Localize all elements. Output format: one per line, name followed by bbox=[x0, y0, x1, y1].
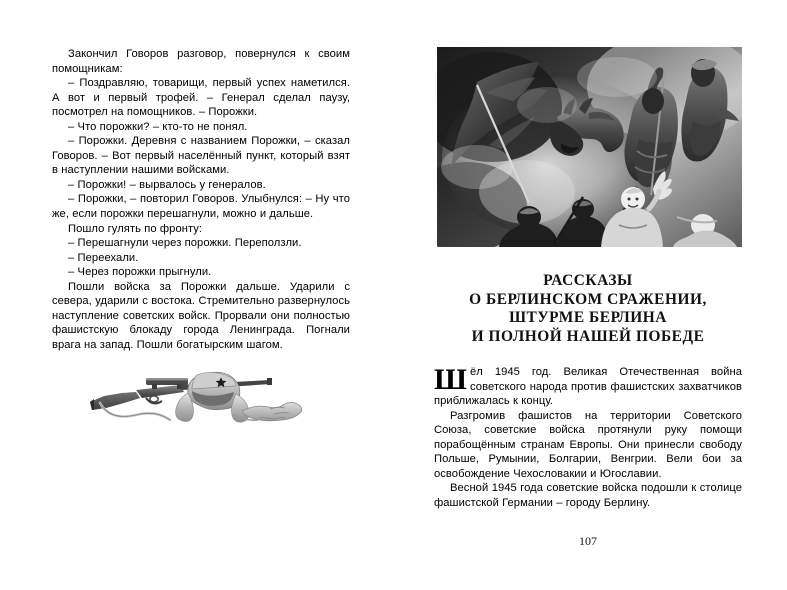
paragraph: Пошло гулять по фронту: bbox=[68, 222, 203, 235]
paragraph: – Переехали. bbox=[68, 251, 139, 264]
rifle-ushanka-gloves-illustration bbox=[84, 369, 308, 427]
heading-line: РАССКАЗЫ bbox=[543, 272, 633, 289]
drop-cap: Ш bbox=[434, 363, 468, 396]
paragraph: Разгромив фашистов на территории Советского Союза, советские войска протянули руку помощи порабощённым странам Европы. Они принесли свободу Польше, Румынии, Болгарии, Венгрии. Вели бои за освобождение Чехословакии и Югославии. bbox=[434, 409, 742, 480]
left-text-column bbox=[52, 47, 350, 352]
paragraph: – Порожки! – вырвалось у генералов. bbox=[68, 178, 266, 191]
paragraph: – Порожки, – повторил Говоров. Улыбнулся: – Ну что же, если порожки перешагнули, можно и дальше. bbox=[52, 193, 350, 221]
paragraph: – Через порожки прыгнули. bbox=[68, 266, 212, 279]
heading-line: ШТУРМЕ БЕРЛИНА bbox=[509, 309, 667, 327]
heading-line: И ПОЛНОЙ НАШЕЙ ПОБЕДЕ bbox=[471, 327, 705, 345]
paragraph: – Поздравляю, товарищи, первый успех наметился. А вот и первый трофей. – Генерал сделал паузу, посмотрел на помощников. – Порожки. bbox=[52, 77, 350, 119]
paragraph: Весной 1945 года советские войска подошли к столице фашистской Германии – городу Берлину. bbox=[434, 482, 742, 509]
paragraph: – Перешагнули через порожки. Переползли. bbox=[68, 237, 302, 250]
paragraph: Закончил Говоров разговор, повернулся к своим помощникам: bbox=[52, 48, 350, 75]
heading-line: О БЕРЛИНСКОМ СРАЖЕНИИ, bbox=[469, 290, 707, 308]
soldiers-flag-quadriga-illustration bbox=[437, 47, 742, 247]
paragraph: Пошли войска за Порожки дальше. Ударили с севера, ударили с востока. Стремительно развернулось наступление советских войск. Прорвали они полностью фашистскую блокаду города Ленинграда. Погнали врага на запад. Пошли богатырским шагом. bbox=[52, 280, 350, 351]
paragraph-with-dropcap bbox=[434, 365, 742, 409]
paragraph: – Что порожки? – кто-то не понял. bbox=[68, 120, 248, 133]
page-number: 107 bbox=[579, 534, 597, 548]
right-text-column bbox=[434, 365, 742, 510]
paragraph-text: ёл 1945 год. Великая Отечественная война советского народа против фашистских захватчиков приближалась к концу. bbox=[434, 366, 742, 408]
paragraph: – Порожки. Деревня с названием Порожки, – сказал Говоров. – Вот первый населённый пункт, который взят в наступлении нашими войсками. bbox=[52, 135, 350, 177]
section-heading bbox=[434, 272, 742, 346]
